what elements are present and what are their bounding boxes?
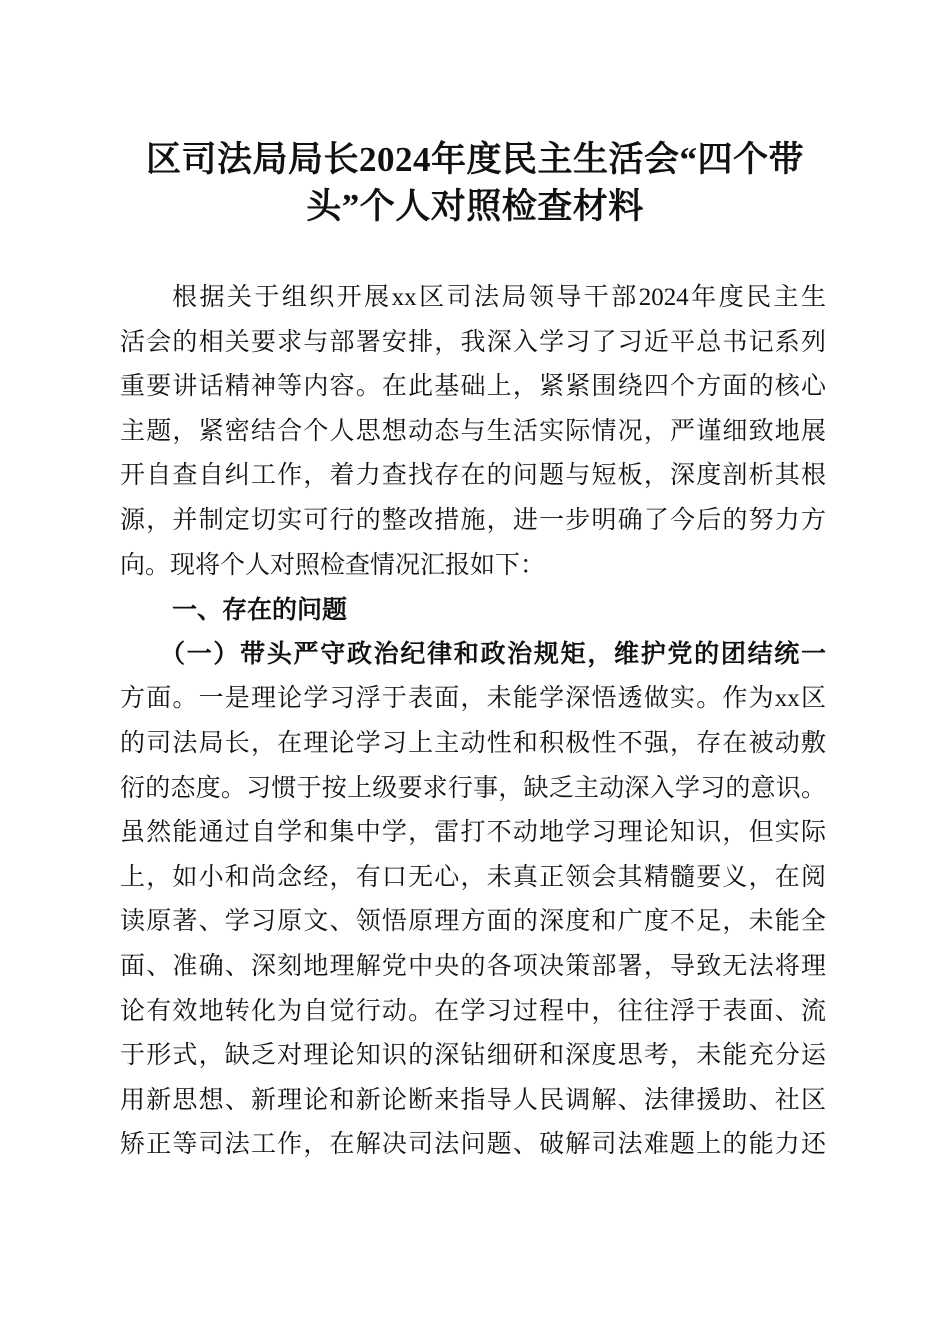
intro-line: 根据关于组织开展xx区司法局领导干部2024年度民主生 — [172, 284, 826, 311]
title-line-2: 头”个人对照检查材料 — [306, 187, 644, 226]
section1-line: 矫正等司法工作，在解决司法问题、破解司法难题上的能力还 — [120, 1131, 826, 1159]
intro-line: 源，并制定切实可行的整改措施，进一步明确了今后的努力方 — [120, 506, 826, 534]
document-body — [120, 276, 826, 1168]
section1-line: 论有效地转化为自觉行动。在学习过程中，往往浮于表面、流 — [120, 997, 826, 1025]
intro-line: 重要讲话精神等内容。在此基础上，紧紧围绕四个方面的核心 — [120, 373, 826, 401]
title-line-1: 区司法局局长2024年度民主生活会“四个带 — [145, 140, 804, 179]
section1-line: 用新思想、新理论和新论断来指导人民调解、法律援助、社区 — [120, 1086, 826, 1114]
section-heading: 一、存在的问题 — [172, 596, 348, 625]
section1-line: 上，如小和尚念经，有口无心，未真正领会其精髓要义，在阅 — [120, 863, 826, 891]
section1-line: 的司法局长，在理论学习上主动性和积极性不强，存在被动敷 — [120, 729, 826, 757]
intro-line: 活会的相关要求与部署安排，我深入学习了习近平总书记系列 — [120, 328, 826, 356]
section1-line: 衍的态度。习惯于按上级要求行事，缺乏主动深入学习的意识。 — [120, 774, 826, 802]
intro-line: 开自查自纠工作，着力查找存在的问题与短板，深度剖析其根 — [120, 462, 826, 490]
section1-line: （一）带头严守政治纪律和政治规矩，维护党的团结统一 — [160, 640, 826, 668]
section1-line: 虽然能通过自学和集中学，雷打不动地学习理论知识，但实际 — [120, 819, 826, 847]
document-title — [100, 136, 850, 230]
intro-line: 向。现将个人对照检查情况汇报如下： — [120, 551, 546, 579]
section1-line: 读原著、学习原文、领悟原理方面的深度和广度不足，未能全 — [120, 908, 826, 936]
section1-line: 于形式，缺乏对理论知识的深钻细研和深度思考，未能充分运 — [120, 1042, 826, 1070]
section1-line: 方面。一是理论学习浮于表面，未能学深悟透做实。作为xx区 — [120, 685, 826, 713]
intro-line: 主题，紧密结合个人思想动态与生活实际情况，严谨细致地展 — [120, 417, 826, 445]
section1-line: 面、准确、深刻地理解党中央的各项决策部署，导致无法将理 — [120, 952, 826, 980]
